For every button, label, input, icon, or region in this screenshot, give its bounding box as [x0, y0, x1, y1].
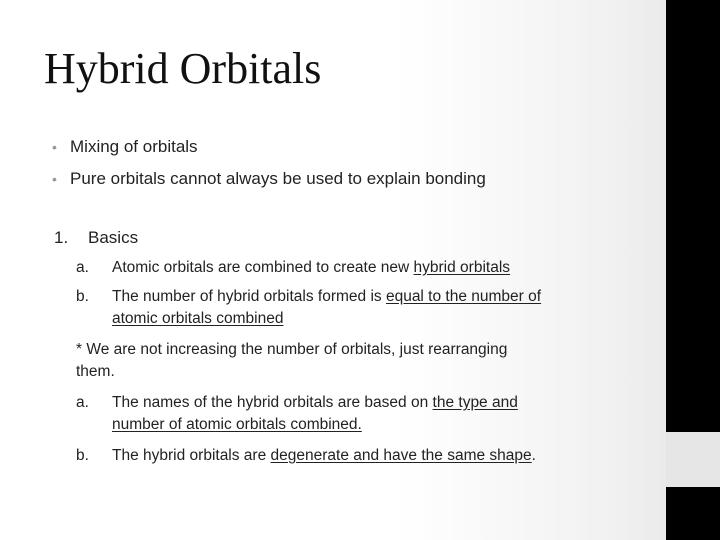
bullet-list — [52, 131, 652, 195]
list-marker: b. — [76, 288, 89, 305]
underlined-term: number of atomic orbitals combined. — [112, 416, 362, 433]
sidebar-accent-block — [666, 432, 720, 487]
list-item-b2 — [76, 445, 636, 467]
section-title: Basics — [88, 228, 139, 247]
item-text: Atomic orbitals are combined to create new — [112, 259, 414, 276]
underlined-term: degenerate and have the same shape — [270, 447, 532, 464]
list-marker: b. — [76, 447, 89, 464]
section-heading — [54, 226, 138, 250]
item-text: The hybrid orbitals are — [112, 447, 271, 464]
list-item-a2 — [76, 392, 636, 436]
bullet-item: • Pure orbitals cannot always be used to explain bonding — [52, 163, 652, 195]
item-text-end: . — [531, 447, 536, 464]
item-text: The number of hybrid orbitals formed is — [112, 288, 386, 305]
item-text: The names of the hybrid orbitals are based on — [112, 394, 433, 411]
underlined-term: the type and — [432, 394, 518, 411]
underlined-term: hybrid orbitals — [413, 259, 511, 276]
underlined-term: equal to the number of — [385, 288, 542, 305]
underlined-term: atomic orbitals combined — [112, 310, 284, 327]
slide-title: Hybrid Orbitals — [44, 44, 322, 93]
list-item-a1 — [76, 257, 636, 279]
list-marker: a. — [76, 394, 89, 411]
section-number: 1. — [54, 228, 69, 247]
note-text: * We are not increasing the number of orbitals, just rearranging them. — [76, 341, 508, 380]
list-item-b1 — [76, 286, 636, 330]
bullet-item: • Mixing of orbitals — [52, 131, 652, 163]
list-marker: a. — [76, 259, 89, 276]
